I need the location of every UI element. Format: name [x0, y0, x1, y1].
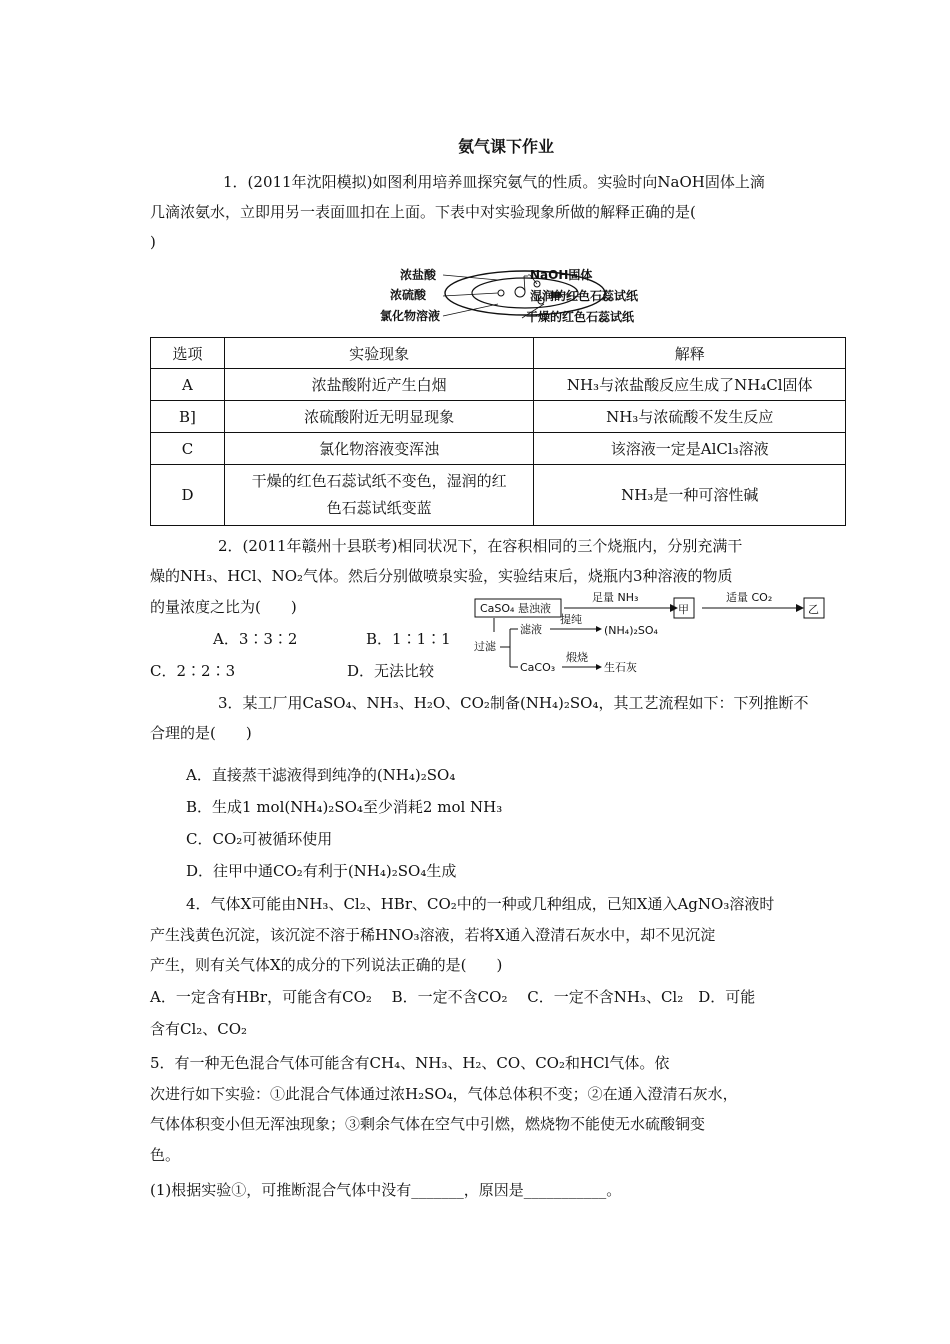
- q4-line-4: A．一定含有HBr，可能含有CO₂ B．一定不含CO₂ C．一定不含NH₃、Cl₂ D．可能: [150, 988, 756, 1006]
- q1-line-2: 几滴浓氨水，立即用另一表面皿扣在上面。下表中对实验现象所做的解释正确的是(: [150, 203, 696, 221]
- label-chloride-solution: 氯化物溶液: [380, 309, 441, 323]
- q3-option-c: C．CO₂可被循环使用: [186, 830, 333, 848]
- table-row: [151, 369, 846, 401]
- table-header-row: [151, 338, 846, 369]
- process-flowchart: [470, 587, 830, 682]
- q5-line-3: 气体体积变小但无浑浊现象；③剩余气体在空气中引燃，燃烧物不能使无水硫酸铜变: [150, 1115, 706, 1133]
- row-explanation: NH₃与浓硫酸不发生反应: [534, 401, 846, 433]
- spot-3: [498, 290, 504, 296]
- petri-dish-figure: [380, 266, 680, 328]
- flow-calcine: 煅烧: [566, 651, 588, 664]
- q2-line-1: 2．(2011年赣州十县联考)相同状况下，在容积相同的三个烧瓶内，分别充满干: [218, 537, 743, 555]
- answer-table: [150, 337, 846, 526]
- label-naoh-solid: NaOH固体: [530, 268, 593, 282]
- q2-line-3: 的量浓度之比为( ): [150, 598, 297, 616]
- row-explanation: 该溶液一定是AlCl₃溶液: [534, 433, 846, 465]
- q3-option-b: B．生成1 mol(NH₄)₂SO₄至少消耗2 mol NH₃: [186, 798, 503, 816]
- q3-option-a: A．直接蒸干滤液得到纯净的(NH₄)₂SO₄: [186, 766, 456, 784]
- row-phenomenon: [224, 465, 534, 526]
- q1-line-3: ): [150, 233, 156, 251]
- label-moist-litmus: 湿润的红色石蕊试纸: [530, 289, 639, 303]
- q5-line-4: 色。: [150, 1146, 181, 1164]
- row-option: A: [151, 369, 225, 401]
- q4-line-2: 产生浅黄色沉淀，该沉淀不溶于稀HNO₃溶液，若将X通入澄清石灰水中，却不见沉淀: [150, 926, 716, 944]
- flow-filtrate: 滤液: [520, 623, 542, 636]
- flow-product1: (NH₄)₂SO₄: [604, 624, 658, 637]
- flow-start: CaSO₄ 悬浊液: [480, 602, 551, 615]
- row-option: D: [151, 465, 225, 526]
- center-spot: [515, 287, 525, 297]
- q3-line-1: 3．某工厂用CaSO₄、NH₃、H₂O、CO₂制备(NH₄)₂SO₄，其工艺流程如下：下列推断不: [218, 694, 809, 712]
- q4-line-1: 4．气体X可能由NH₃、Cl₂、HBr、CO₂中的一种或几种组成，已知X通入AgNO₃溶液时: [186, 895, 775, 913]
- row-phenomenon: 浓硫酸附近无明显现象: [224, 401, 534, 433]
- row-explanation: NH₃与浓盐酸反应生成了NH₄Cl固体: [534, 369, 846, 401]
- q2-option-c: C．2∶2∶3: [150, 662, 236, 680]
- label-dry-litmus: 干燥的红色石蕊试纸: [526, 310, 635, 324]
- q2-option-d: D．无法比较: [347, 662, 435, 680]
- label-conc-hcl: 浓盐酸: [400, 268, 437, 282]
- row-phenomenon: 浓盐酸附近产生白烟: [224, 369, 534, 401]
- flow-purify: 提纯: [560, 613, 582, 626]
- row-option: C: [151, 433, 225, 465]
- flow-end: 乙: [808, 603, 819, 616]
- label-conc-h2so4: 浓硫酸: [390, 288, 427, 302]
- q2-option-a: A．3∶3∶2: [213, 630, 298, 648]
- flow-filter: 过滤: [474, 640, 496, 653]
- flow-arrow1-label: 足量 NH₃: [592, 591, 639, 604]
- row-phenomenon-line-2: 色石蕊试纸变蓝: [326, 499, 432, 517]
- header-option: 选项: [151, 338, 225, 369]
- q3-line-2: 合理的是( ): [150, 724, 252, 742]
- table-row: [151, 465, 846, 526]
- row-option: B]: [151, 401, 225, 433]
- q5-line-1: 5．有一种无色混合气体可能含有CH₄、NH₃、H₂、CO、CO₂和HCl气体。依: [150, 1054, 670, 1072]
- header-phenomenon: 实验现象: [224, 338, 534, 369]
- q4-line-5: 含有Cl₂、CO₂: [150, 1020, 248, 1038]
- q5-line-5: (1)根据实验①，可推断混合气体中没有_______，原因是___________。: [150, 1181, 622, 1199]
- q1-line-1: 1．(2011年沈阳模拟)如图利用培养皿探究氨气的性质。实验时向NaOH固体上滴: [223, 173, 765, 191]
- q2-line-2: 燥的NH₃、HCl、NO₂气体。然后分别做喷泉实验，实验结束后，烧瓶内3种溶液的物质: [150, 567, 733, 585]
- row-phenomenon-line-1: 干燥的红色石蕊试纸不变色，湿润的红: [251, 472, 507, 490]
- row-phenomenon: 氯化物溶液变浑浊: [224, 433, 534, 465]
- document-title: 氨气课下作业: [458, 137, 555, 156]
- q4-line-3: 产生，则有关气体X的成分的下列说法正确的是( ): [150, 956, 503, 974]
- row-explanation: NH₃是一种可溶性碱: [534, 465, 846, 526]
- q2-option-b: B．1∶1∶1: [366, 630, 451, 648]
- flow-product2: 生石灰: [604, 661, 637, 674]
- flow-mid: 甲: [678, 603, 689, 616]
- table-row: [151, 401, 846, 433]
- q5-line-2: 次进行如下实验：①此混合气体通过浓H₂SO₄，气体总体积不变；②在通入澄清石灰水，: [150, 1085, 738, 1103]
- header-explanation: 解释: [534, 338, 846, 369]
- flow-arrow2-label: 适量 CO₂: [726, 591, 773, 604]
- table-row: [151, 433, 846, 465]
- q3-option-d: D．往甲中通CO₂有利于(NH₄)₂SO₄生成: [186, 862, 457, 880]
- flow-solid: CaCO₃: [520, 661, 556, 674]
